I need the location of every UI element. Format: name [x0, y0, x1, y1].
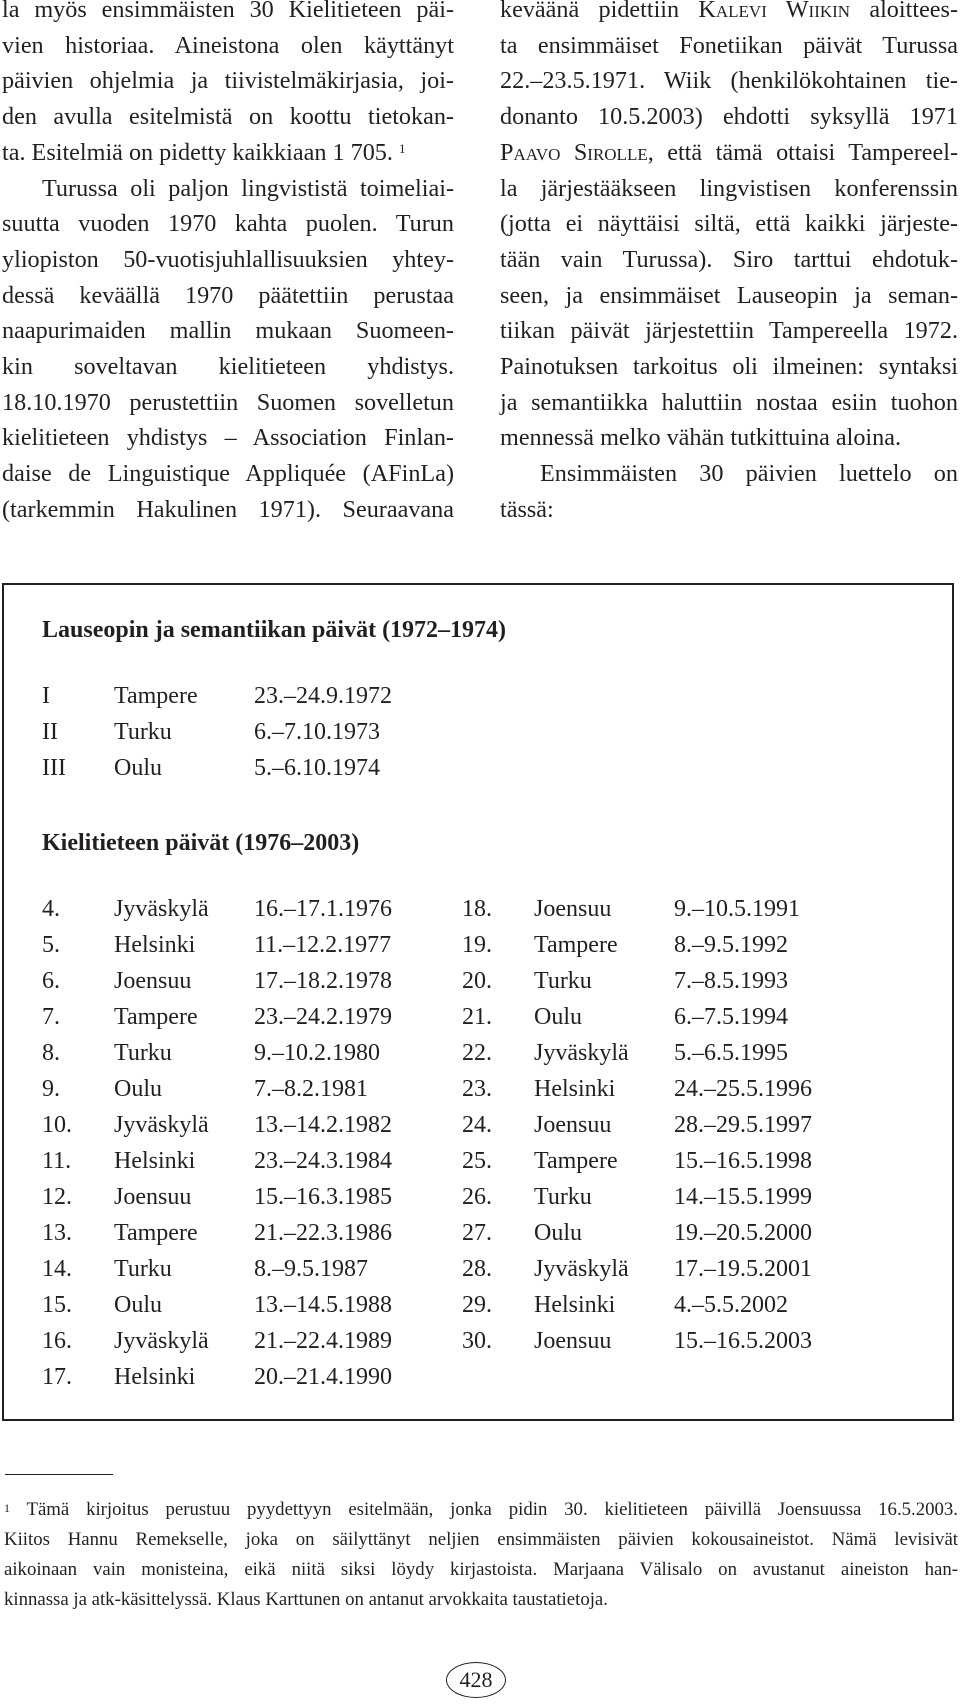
item-dates: 19.–20.5.2000 — [674, 1220, 812, 1246]
item-city: Joensuu — [534, 896, 612, 922]
page-number: 428 — [446, 1662, 506, 1698]
list-item — [462, 999, 812, 1035]
item-number: 7. — [42, 1004, 60, 1030]
text-line: ja semantiikka haluttiin nostaa esiin tuohon — [500, 388, 958, 416]
list-item — [42, 1251, 392, 1287]
item-city: Helsinki — [534, 1076, 616, 1102]
left-text-column — [2, 0, 454, 528]
item-city: Oulu — [114, 1076, 162, 1102]
footnote-marker: 1 — [4, 1501, 10, 1515]
text-line: Turussa oli paljon lingvististä toimeliai- — [42, 174, 454, 202]
item-city: Turku — [534, 968, 592, 994]
list-item — [462, 1215, 812, 1251]
item-dates: 20.–21.4.1990 — [254, 1364, 392, 1390]
item-number: 23. — [462, 1076, 492, 1102]
item-city: Joensuu — [534, 1112, 612, 1138]
list-item — [42, 1179, 392, 1215]
text-line: Ensimmäisten 30 päivien luettelo on — [540, 460, 958, 488]
item-number: 20. — [462, 968, 492, 994]
item-dates: 6.–7.10.1973 — [254, 719, 380, 745]
text-line: päivien ohjelmia ja tiivistelmäkirjasia, joi- — [2, 67, 454, 95]
item-city: Jyväskylä — [114, 1112, 209, 1138]
item-city: Oulu — [114, 755, 162, 781]
item-number: 8. — [42, 1040, 60, 1066]
list-item — [42, 963, 392, 999]
footnote-divider — [5, 1474, 113, 1475]
item-number: 6. — [42, 968, 60, 994]
list-item — [462, 891, 812, 927]
text-line: kinnassa ja atk-käsittelyssä. Klaus Karttunen on antanut arvokkaita taustatietoja. — [4, 1589, 608, 1610]
item-dates: 13.–14.5.1988 — [254, 1292, 392, 1318]
item-dates: 23.–24.3.1984 — [254, 1148, 392, 1174]
item-number: III — [42, 755, 66, 781]
item-dates: 6.–7.5.1994 — [674, 1004, 788, 1030]
item-city: Joensuu — [534, 1328, 612, 1354]
footnote-reference[interactable]: 1 — [399, 140, 406, 156]
list-item — [462, 1251, 812, 1287]
linguistics-days-list-left — [42, 891, 392, 1395]
item-number: 10. — [42, 1112, 72, 1138]
text-line: Kiitos Hannu Remekselle, joka on säilyttänyt neljien ensimmäisten päivien kokousaineistot. Nämä levisivät — [4, 1529, 958, 1550]
text-fragment: , että tämä ottaisi Tampereel- — [647, 138, 958, 166]
text-fragment: Tämä kirjoitus perustuu pyydettyyn esitelmään, jonka pidin 30. kielitieteen päivillä Joensuussa 16.5.2003. — [10, 1499, 958, 1520]
item-number: 19. — [462, 932, 492, 958]
item-number: 16. — [42, 1328, 72, 1354]
conference-list-box — [2, 583, 954, 1421]
item-city: Turku — [114, 1040, 172, 1066]
text-line — [500, 135, 958, 171]
item-dates: 7.–8.2.1981 — [254, 1076, 368, 1102]
item-number: 28. — [462, 1256, 492, 1282]
list-item — [42, 678, 392, 714]
item-city: Oulu — [534, 1004, 582, 1030]
section-heading: Lauseopin ja semantiikan päivät (1972–1974) — [42, 617, 507, 643]
item-number: 24. — [462, 1112, 492, 1138]
item-city: Helsinki — [114, 1364, 196, 1390]
text-line: seen, ja ensimmäiset Lauseopin ja seman- — [500, 281, 958, 309]
list-item — [462, 1107, 812, 1143]
text-line: vien historiaa. Aineistona olen käyttänyt — [2, 31, 454, 59]
item-dates: 14.–15.5.1999 — [674, 1184, 812, 1210]
item-dates: 11.–12.2.1977 — [254, 932, 392, 958]
item-number: 15. — [42, 1292, 72, 1318]
list-item — [42, 1359, 392, 1395]
list-item — [462, 1323, 812, 1359]
item-number: 30. — [462, 1328, 492, 1354]
list-item — [42, 1035, 392, 1071]
item-city: Jyväskylä — [114, 1328, 209, 1354]
item-city: Tampere — [114, 1220, 198, 1246]
text-line: mennessä melko vähän tutkittuina aloina. — [500, 424, 902, 452]
person-name: Kalevi Wiikin — [698, 0, 851, 23]
text-line: suutta vuoden 1970 kahta puolen. Turun — [2, 210, 454, 238]
item-number: II — [42, 719, 58, 745]
list-item — [462, 927, 812, 963]
item-city: Helsinki — [534, 1292, 616, 1318]
text-line — [500, 0, 958, 28]
item-number: 25. — [462, 1148, 492, 1174]
item-number: I — [42, 683, 50, 709]
text-line: tiikan päivät järjestettiin Tampereella 1972. — [500, 317, 958, 345]
item-city: Helsinki — [114, 1148, 196, 1174]
item-number: 12. — [42, 1184, 72, 1210]
item-number: 17. — [42, 1364, 72, 1390]
item-dates: 9.–10.2.1980 — [254, 1040, 380, 1066]
item-city: Joensuu — [114, 1184, 192, 1210]
text-line: den avulla esitelmistä on koottu tietokan- — [2, 103, 454, 131]
syntax-semantics-days-list — [42, 678, 392, 786]
list-item — [462, 1071, 812, 1107]
footnote — [4, 1495, 958, 1615]
item-number: 13. — [42, 1220, 72, 1246]
list-item — [42, 714, 392, 750]
item-dates: 21.–22.4.1989 — [254, 1328, 392, 1354]
list-item — [42, 999, 392, 1035]
text-line — [2, 135, 454, 171]
list-item — [42, 1323, 392, 1359]
item-number: 18. — [462, 896, 492, 922]
item-city: Turku — [114, 1256, 172, 1282]
person-name: Paavo Sirolle — [500, 138, 648, 166]
list-item — [462, 963, 812, 999]
item-number: 29. — [462, 1292, 492, 1318]
text-line: ta ensimmäiset Fonetiikan päivät Turussa — [500, 31, 958, 59]
list-item — [462, 1143, 812, 1179]
item-dates: 15.–16.5.1998 — [674, 1148, 812, 1174]
item-city: Jyväskylä — [534, 1040, 629, 1066]
item-city: Jyväskylä — [114, 896, 209, 922]
item-city: Oulu — [114, 1292, 162, 1318]
item-dates: 24.–25.5.1996 — [674, 1076, 812, 1102]
linguistics-days-list-right — [462, 891, 812, 1359]
item-number: 9. — [42, 1076, 60, 1102]
section-heading: Kielitieteen päivät (1976–2003) — [42, 830, 360, 856]
item-number: 26. — [462, 1184, 492, 1210]
list-item — [462, 1179, 812, 1215]
item-number: 21. — [462, 1004, 492, 1030]
list-item — [462, 1287, 812, 1323]
item-city: Tampere — [534, 1148, 618, 1174]
item-dates: 8.–9.5.1987 — [254, 1256, 368, 1282]
item-number: 11. — [42, 1148, 72, 1174]
item-number: 14. — [42, 1256, 72, 1282]
item-city: Oulu — [534, 1220, 582, 1246]
item-dates: 16.–17.1.1976 — [254, 896, 392, 922]
item-dates: 28.–29.5.1997 — [674, 1112, 812, 1138]
item-city: Joensuu — [114, 968, 192, 994]
list-item — [42, 1107, 392, 1143]
text-line: la järjestääkseen lingvistisen konferenssin — [500, 174, 958, 202]
text-line: kin soveltavan kielitieteen yhdistys. — [2, 353, 454, 381]
text-line: yliopiston 50-vuotisjuhlallisuuksien yhtey- — [2, 245, 454, 273]
text-line: tään vain Turussa). Siro tarttui ehdotuk- — [500, 245, 958, 273]
list-item — [42, 891, 392, 927]
item-city: Tampere — [114, 683, 198, 709]
text-line: daise de Linguistique Appliquée (AFinLa) — [2, 460, 454, 488]
text-line: 18.10.1970 perustettiin Suomen sovelletun — [2, 388, 454, 416]
item-dates: 23.–24.9.1972 — [254, 683, 392, 709]
item-dates: 15.–16.3.1985 — [254, 1184, 392, 1210]
item-dates: 9.–10.5.1991 — [674, 896, 800, 922]
item-city: Turku — [114, 719, 172, 745]
list-item — [42, 750, 392, 786]
list-item — [42, 1287, 392, 1323]
text-line: la myös ensimmäisten 30 Kielitieteen päi- — [2, 0, 454, 23]
item-city: Tampere — [114, 1004, 198, 1030]
item-dates: 17.–19.5.2001 — [674, 1256, 812, 1282]
right-text-column — [500, 0, 958, 528]
item-city: Helsinki — [114, 932, 196, 958]
list-item — [42, 1215, 392, 1251]
item-city: Turku — [534, 1184, 592, 1210]
item-dates: 7.–8.5.1993 — [674, 968, 788, 994]
text-line — [4, 1495, 958, 1525]
text-line: (tarkemmin Hakulinen 1971). Seuraavana — [2, 495, 454, 523]
item-dates: 15.–16.5.2003 — [674, 1328, 812, 1354]
text-fragment: aloittees- — [850, 0, 959, 23]
text-line: donanto 10.5.2003) ehdotti syksyllä 1971 — [500, 103, 958, 131]
text-line: (jotta ei näyttäisi siltä, että kaikki järjeste- — [500, 210, 958, 238]
list-item — [42, 1071, 392, 1107]
item-number: 22. — [462, 1040, 492, 1066]
item-city: Jyväskylä — [534, 1256, 629, 1282]
list-item — [462, 1035, 812, 1071]
item-dates: 13.–14.2.1982 — [254, 1112, 392, 1138]
item-dates: 23.–24.2.1979 — [254, 1004, 392, 1030]
item-city: Tampere — [534, 932, 618, 958]
text-line: aikoinaan vain monisteina, eikä niitä siksi löydy kirjastoista. Marjaana Välisalo on avustanut aineiston han- — [4, 1559, 958, 1580]
text-line: tässä: — [500, 495, 554, 523]
text-fragment: ta. Esitelmiä on pidetty kaikkiaan 1 705. — [2, 138, 393, 166]
text-line: Painotuksen tarkoitus oli ilmeinen: syntaksi — [500, 353, 958, 381]
list-item — [42, 1143, 392, 1179]
text-line: dessä keväällä 1970 päätettiin perustaa — [2, 281, 454, 309]
text-line: 22.–23.5.1971. Wiik (henkilökohtainen tie- — [500, 67, 958, 95]
text-line: kielitieteen yhdistys – Association Finlan- — [2, 424, 454, 452]
item-dates: 21.–22.3.1986 — [254, 1220, 392, 1246]
item-dates: 5.–6.5.1995 — [674, 1040, 788, 1066]
item-dates: 8.–9.5.1992 — [674, 932, 788, 958]
text-fragment: keväänä pidettiin — [500, 0, 699, 23]
item-dates: 4.–5.5.2002 — [674, 1292, 788, 1318]
item-dates: 17.–18.2.1978 — [254, 968, 392, 994]
item-dates: 5.–6.10.1974 — [254, 755, 380, 781]
item-number: 5. — [42, 932, 60, 958]
list-item — [42, 927, 392, 963]
item-number: 27. — [462, 1220, 492, 1246]
item-number: 4. — [42, 896, 60, 922]
text-line: naapurimaiden mallin mukaan Suomeen- — [2, 317, 454, 345]
